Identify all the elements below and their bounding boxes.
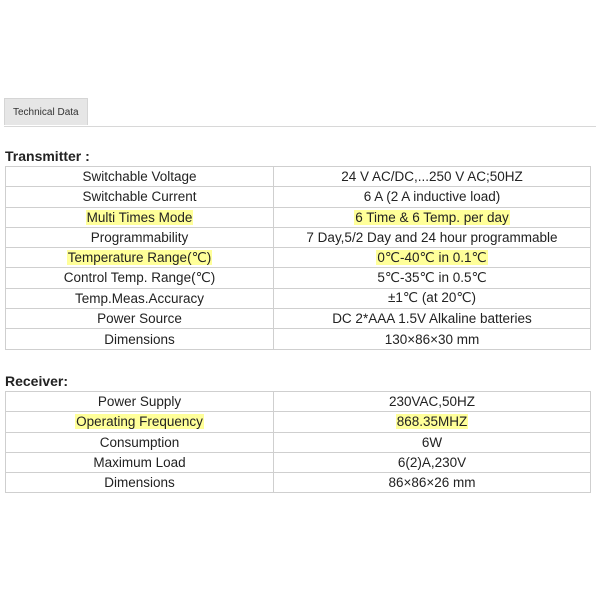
spec-label: Operating Frequency xyxy=(76,414,203,430)
spec-value-cell xyxy=(274,187,591,207)
spec-label-cell xyxy=(6,452,274,472)
spec-label: Power Source xyxy=(97,311,182,327)
spec-value: 6 Time & 6 Temp. per day xyxy=(355,209,509,225)
spec-label-cell xyxy=(6,392,274,412)
spec-value-cell xyxy=(274,288,591,308)
spec-value-cell xyxy=(274,432,591,452)
spec-value-cell xyxy=(274,309,591,329)
spec-value: 0℃-40℃ in 0.1℃ xyxy=(377,249,487,265)
spec-value-cell xyxy=(274,227,591,247)
table-row xyxy=(6,248,591,268)
spec-label: Consumption xyxy=(99,434,180,450)
transmitter-spec-table xyxy=(5,166,591,350)
table-row xyxy=(6,268,591,288)
spec-label-cell xyxy=(6,187,274,207)
spec-value: 6 A (2 A inductive load) xyxy=(363,189,501,205)
spec-value: 230VAC,50HZ xyxy=(388,394,476,410)
table-row xyxy=(6,452,591,472)
spec-label: Multi Times Mode xyxy=(86,209,193,225)
spec-label-cell xyxy=(6,227,274,247)
spec-value-cell xyxy=(274,452,591,472)
spec-value-cell xyxy=(274,248,591,268)
spec-value-cell xyxy=(274,473,591,493)
spec-value: 130×86×30 mm xyxy=(384,331,480,347)
spec-value-cell xyxy=(274,207,591,227)
spec-label: Power Supply xyxy=(97,394,182,410)
spec-label: Dimensions xyxy=(104,331,175,347)
receiver-section-title: Receiver: xyxy=(5,373,69,389)
table-row xyxy=(6,473,591,493)
table-row xyxy=(6,187,591,207)
tab-technical-data[interactable]: Technical Data xyxy=(4,98,88,125)
spec-label: Switchable Voltage xyxy=(82,169,197,185)
spec-value-cell xyxy=(274,329,591,349)
spec-label: Temperature Range(℃) xyxy=(67,249,212,265)
spec-label-cell xyxy=(6,207,274,227)
spec-label-cell xyxy=(6,288,274,308)
spec-value: 6W xyxy=(421,434,443,450)
spec-value-cell xyxy=(274,268,591,288)
spec-value: 86×86×26 mm xyxy=(388,475,476,491)
spec-label-cell xyxy=(6,412,274,432)
table-row xyxy=(6,412,591,432)
spec-value: 6(2)A,230V xyxy=(397,455,467,471)
table-row xyxy=(6,227,591,247)
spec-label: Maximum Load xyxy=(93,455,186,471)
spec-value: 868.35MHZ xyxy=(396,414,468,430)
tab-bar xyxy=(4,98,596,127)
spec-label: Temp.Meas.Accuracy xyxy=(74,290,205,306)
table-row xyxy=(6,392,591,412)
spec-value-cell xyxy=(274,392,591,412)
spec-label-cell xyxy=(6,473,274,493)
table-row xyxy=(6,167,591,187)
spec-value: 24 V AC/DC,...250 V AC;50HZ xyxy=(341,169,523,185)
table-row xyxy=(6,207,591,227)
spec-label-cell xyxy=(6,309,274,329)
spec-label-cell xyxy=(6,329,274,349)
spec-value: ±1℃ (at 20℃) xyxy=(387,290,476,306)
spec-label: Control Temp. Range(℃) xyxy=(63,270,216,286)
transmitter-section-title: Transmitter : xyxy=(5,148,90,164)
spec-value: 5℃-35℃ in 0.5℃ xyxy=(377,270,487,286)
spec-label-cell xyxy=(6,167,274,187)
table-row xyxy=(6,309,591,329)
spec-value-cell xyxy=(274,412,591,432)
receiver-spec-table xyxy=(5,391,591,493)
spec-label-cell xyxy=(6,268,274,288)
spec-label: Dimensions xyxy=(104,475,175,491)
spec-value: DC 2*AAA 1.5V Alkaline batteries xyxy=(332,311,532,327)
spec-value: 7 Day,5/2 Day and 24 hour programmable xyxy=(306,230,558,246)
table-row xyxy=(6,329,591,349)
spec-value-cell xyxy=(274,167,591,187)
spec-label-cell xyxy=(6,432,274,452)
spec-label: Switchable Current xyxy=(82,189,197,205)
spec-label-cell xyxy=(6,248,274,268)
table-row xyxy=(6,432,591,452)
table-row xyxy=(6,288,591,308)
spec-label: Programmability xyxy=(90,230,189,246)
